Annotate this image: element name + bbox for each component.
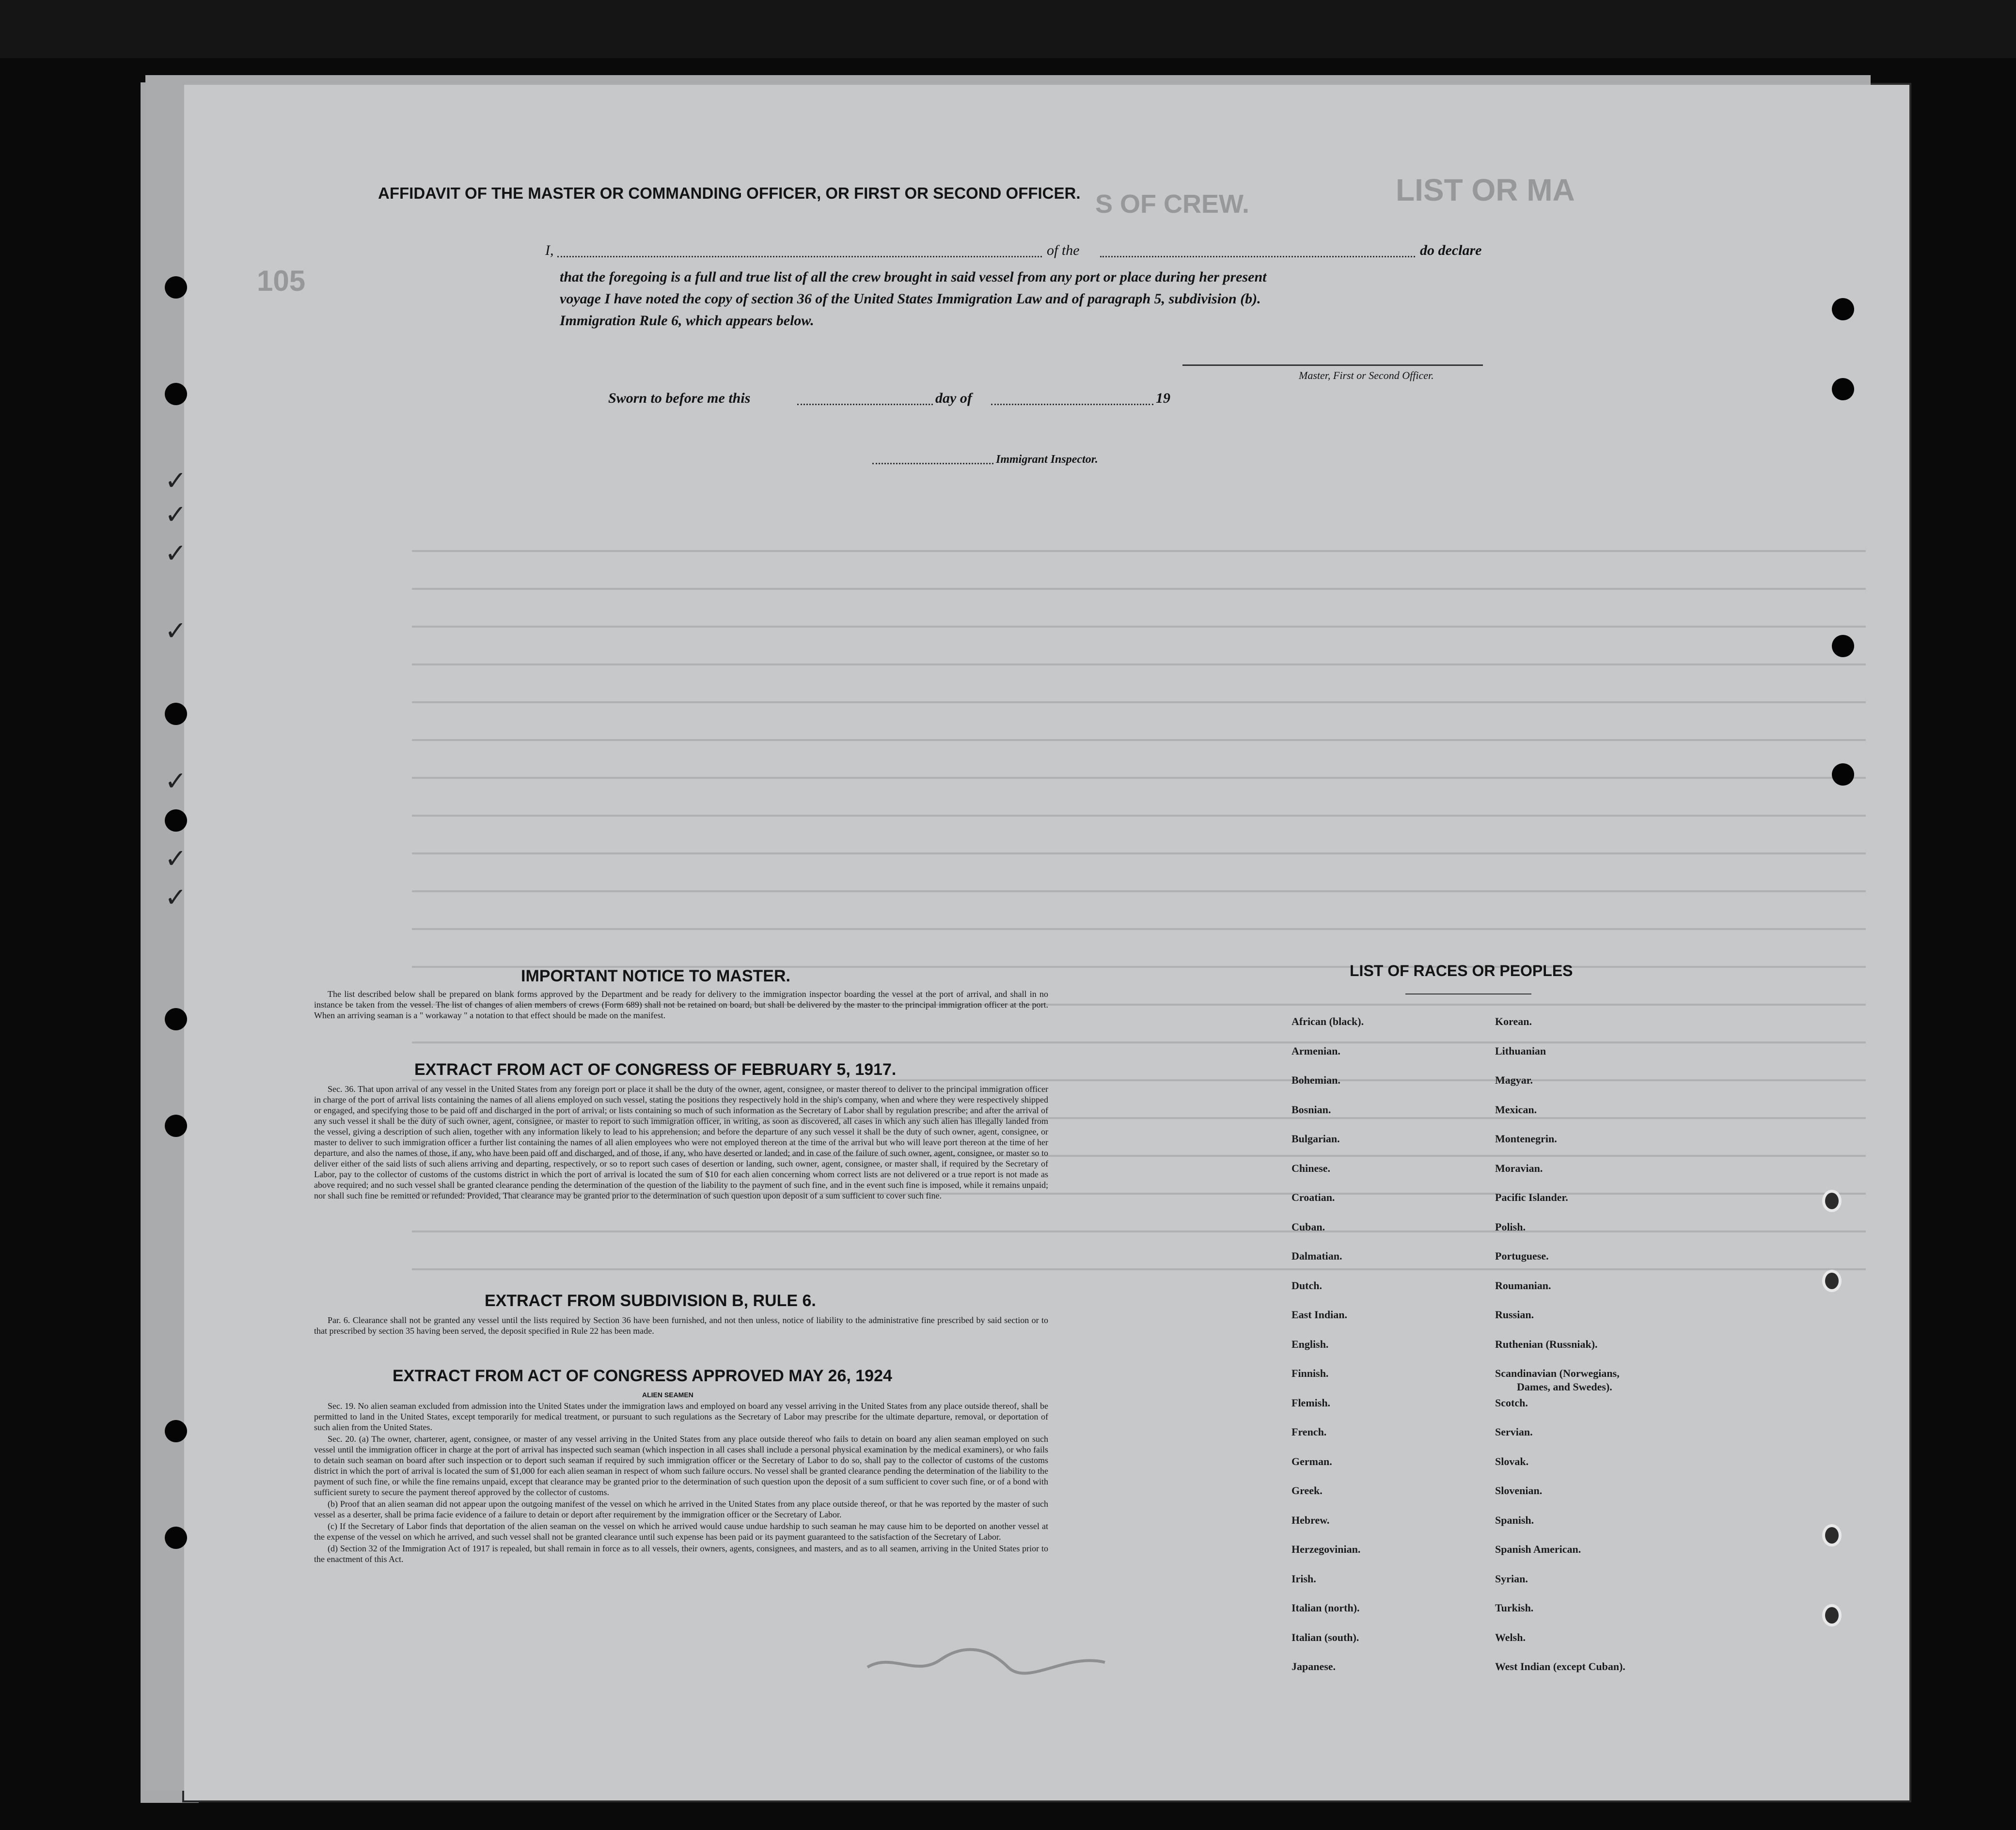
punch-hole [1832, 763, 1854, 786]
ring-hole [1822, 1270, 1842, 1292]
sworn-mid: day of [935, 390, 972, 406]
race-item: Irish. [1292, 1572, 1316, 1585]
ring-hole [1822, 1604, 1842, 1626]
race-item: Spanish American. [1495, 1543, 1581, 1555]
act-1924-title: EXTRACT FROM ACT OF CONGRESS APPROVED MAY 26, 1924 [393, 1367, 892, 1385]
race-item: Polish. [1495, 1220, 1526, 1233]
race-item: Hebrew. [1292, 1514, 1330, 1526]
punch-hole [1832, 298, 1854, 320]
race-item: Slovenian. [1495, 1484, 1543, 1497]
race-item: Welsh. [1495, 1631, 1526, 1643]
punch-hole [1832, 635, 1854, 657]
sworn-start: Sworn to before me this [608, 390, 751, 406]
inspector-signature-line [872, 463, 993, 464]
punch-hole [165, 1420, 187, 1442]
race-item: Bohemian. [1292, 1074, 1340, 1086]
race-item: African (black). [1292, 1015, 1364, 1027]
check-mark: ✓ [165, 766, 187, 796]
race-item: Portuguese. [1495, 1250, 1549, 1262]
race-item: Turkish. [1495, 1602, 1534, 1614]
act-1917-text: Sec. 36. That upon arrival of any vessel in the United States from any foreign port or place it shall be the duty of the owner, agent, consignee, or master thereof to deliver to the principal immigration officer in charge of the port of arrival lists containing the names of all aliens employed on such vessel, stating the positions they respectively hold in the ship's company, when and where they were respectively shipped or engaged, and specifying those to be paid off and discharged in the port of arrival; or lists containing so much of such information as the Secretary of Labor shall by regulation prescribe; and after the arrival of any such vessel it shall be the duty of such owner, agent, consignee, or master to report to such immigration officer, in writing, as soon as discovered, all cases in which any such alien has illegally landed from the vessel, giving a description of such alien, together with any information likely to lead to his apprehension; and before the departure of any such vessel it shall be the duty of such owner, agent, consignee, or master to deliver to such immigration officer a further list containing the names of all alien employees who were not employed thereon at the time of the arrival but who will leave port thereon at the time of her departure, and also the names of those, if any, who have been paid off and discharged, and of those, if any, who have deserted or landed; and in case of the failure of such owner, agent, consignee, or master so to deliver either of the said lists of such aliens arriving and departing, respectively, or so to report such cases of desertion or landing, such owner, agent, consignee, or master shall, if required by the Secretary of Labor, pay to the collector of customs of the customs district in which the port of arrival is located the sum of $10 for each alien concerning whom correct lists are not delivered or a true report is not made as above required; and no such vessel shall be granted clearance pending the determination of the question of the liability to the payment of such fine, and in the event such fine is imposed, while it remains unpaid; nor shall such fine be remitted or refunded: Provided, That clearance may be granted prior to the determination of such question upon deposit of a sum sufficient to cover such fine. [314, 1084, 1048, 1200]
subdivision-title: EXTRACT FROM SUBDIVISION B, RULE 6. [485, 1292, 816, 1310]
affidavit-line1-start: I, [545, 242, 554, 258]
ring-hole [1822, 1190, 1842, 1212]
notice-title: IMPORTANT NOTICE TO MASTER. [521, 967, 790, 985]
race-item: Russian. [1495, 1309, 1534, 1321]
check-mark: ✓ [165, 615, 187, 646]
sworn-year: 19 [1156, 390, 1170, 406]
race-item: Dames, and Swedes). [1517, 1381, 1612, 1393]
race-item: Chinese. [1292, 1162, 1331, 1174]
affidavit-body-3: Immigration Rule 6, which appears below. [560, 313, 814, 329]
race-item: Finnish. [1292, 1367, 1329, 1379]
race-item: Herzegovinian. [1292, 1543, 1361, 1555]
punch-hole [165, 1008, 187, 1030]
race-item: Scandinavian (Norwegians, [1495, 1367, 1620, 1379]
race-item: German. [1292, 1455, 1332, 1467]
race-item: Roumanian. [1495, 1279, 1551, 1292]
race-item: Cuban. [1292, 1220, 1325, 1233]
name-blank [557, 256, 1042, 257]
act-1924-subtitle: ALIEN SEAMEN [642, 1391, 693, 1399]
bleed-page-number: 105 [257, 265, 306, 297]
ring-hole [1822, 1524, 1842, 1546]
race-item: Slovak. [1495, 1455, 1529, 1467]
sworn-month-blank [991, 404, 1153, 405]
punch-hole [165, 703, 187, 725]
notice-text: The list described below shall be prepared on blank forms approved by the Department and be ready for delivery to the immigration inspector boarding the vessel at the port of arrival, and shall in no instance be taken from the vessel. The list of changes of alien members of crews (Form 689) shall not be retained on board, but shall be delivered by the master to the principal immigration officer at the port. When an arriving seaman is a " workaway " a notation to that effect should be made on the manifest. [314, 989, 1048, 1020]
race-item: Italian (south). [1292, 1631, 1359, 1643]
race-item: English. [1292, 1338, 1329, 1350]
check-mark: ✓ [165, 843, 187, 874]
vessel-blank [1100, 256, 1415, 257]
bleed-header-right: S OF CREW. [1095, 189, 1250, 219]
act-1917-title: EXTRACT FROM ACT OF CONGRESS OF FEBRUARY 5, 1917. [414, 1060, 897, 1079]
race-item: Greek. [1292, 1484, 1323, 1497]
race-item: Flemish. [1292, 1396, 1331, 1409]
punch-hole [165, 276, 187, 299]
race-item: Ruthenian (Russniak). [1495, 1338, 1598, 1350]
check-mark: ✓ [165, 882, 187, 913]
sworn-day-blank [797, 404, 933, 405]
check-mark: ✓ [165, 538, 187, 568]
affidavit-body-1: that the foregoing is a full and true list of all the crew brought in said vessel from any port or place during her present [560, 269, 1267, 285]
race-item: Korean. [1495, 1015, 1532, 1027]
punch-hole [165, 809, 187, 832]
check-mark: ✓ [165, 499, 187, 530]
affidavit-title: AFFIDAVIT OF THE MASTER OR COMMANDING OFFICER, OR FIRST OR SECOND OFFICER. [378, 184, 1081, 202]
race-item: Montenegrin. [1495, 1133, 1557, 1145]
race-item: Lithuanian [1495, 1044, 1546, 1057]
race-item: Scotch. [1495, 1396, 1528, 1409]
race-item: Syrian. [1495, 1572, 1528, 1585]
inspector-caption: Immigrant Inspector. [996, 453, 1098, 466]
faint-signature [863, 1633, 1115, 1691]
race-item: Moravian. [1495, 1162, 1543, 1174]
race-item: Servian. [1495, 1426, 1533, 1438]
race-item: Bosnian. [1292, 1103, 1331, 1116]
race-item: Dutch. [1292, 1279, 1322, 1292]
race-item: Dalmatian. [1292, 1250, 1342, 1262]
race-item: French. [1292, 1426, 1327, 1438]
race-item: Bulgarian. [1292, 1133, 1340, 1145]
affidavit-line1-end: do declare [1420, 242, 1482, 258]
subdivision-text: Par. 6. Clearance shall not be granted any vessel until the lists required by Section 36 have been furnished, and not then unless, notice of liability to the administrative fine prescribed by said section or to that prescribed by section 35 having been served, the deposit specified in Rule 22 has been made. [314, 1315, 1048, 1336]
race-item: Pacific Islander. [1495, 1191, 1568, 1203]
punch-hole [165, 1115, 187, 1137]
race-item: West Indian (except Cuban). [1495, 1660, 1625, 1672]
race-item: Japanese. [1292, 1660, 1336, 1672]
race-item: Mexican. [1495, 1103, 1537, 1116]
race-item: Spanish. [1495, 1514, 1534, 1526]
punch-hole [165, 1527, 187, 1549]
race-item: Italian (north). [1292, 1602, 1360, 1614]
affidavit-line1-mid: of the [1047, 242, 1080, 258]
race-item: Magyar. [1495, 1074, 1533, 1086]
race-item: Croatian. [1292, 1191, 1335, 1203]
punch-hole [1832, 378, 1854, 400]
scanner-top-band [0, 0, 2016, 58]
bleed-header: LIST OR MA [1396, 173, 1575, 207]
races-title: LIST OF RACES OR PEOPLES [1350, 962, 1573, 979]
master-signature-line [1182, 364, 1483, 366]
master-caption: Master, First or Second Officer. [1299, 369, 1434, 381]
race-item: Armenian. [1292, 1044, 1340, 1057]
race-item: East Indian. [1292, 1309, 1347, 1321]
act-1924-text: Sec. 19. No alien seaman excluded from admission into the United States under the immigration laws and employed on board any vessel arriving in the United States from any place outside thereof, shall be permitted to land in the United States, except temporarily for medical treatment, or pursuant to such regulations as the Secretary of Labor may prescribe for the ultimate departure, removal, or deportation of such alien from the United States. Sec. 20. (a) The owner, charterer, agent, consignee, or master of any vessel arriving in the United States from any place outside thereof who fails to detain on board any alien seaman employed on such vessel until the immigration officer in charge at the port of arrival has inspected such seaman (which inspection in all cases shall include a personal physical examination by the medical examiners), or who fails to detain such seaman on board after such inspection or to deport such seaman if required by such immigration officer or the Secretary of Labor to do so, shall pay to the collector of customs of the customs district in which the port of arrival is located the sum of $1,000 for each alien seaman in respect of whom such failure occurs. No vessel shall be granted clearance pending the determination of the liability to the payment of such fine, or while the fine remains unpaid, except that clearance may be granted prior to the determination of such question upon the deposit of a sum sufficient to cover such fine, or of a bond with sufficient surety to secure the payment thereof approved by the collector of customs. (b) Proof that an alien seaman did not appear upon the outgoing manifest of the vessel on which he arrived in the United States from any place outside thereof, or that he was reported by the master of such vessel as a deserter, shall be prima facie evidence of a failure to detain or deport after requirement by the immigration officer or the Secretary of Labor. (c) If the Secretary of Labor finds that deportation of the alien seaman on the vessel on which he arrived would cause undue hardship to such seaman he may cause him to be deported on another vessel at the expense of the vessel on which he arrived, and such vessel shall not be granted clearance until such expense has been paid or its payment guaranteed to the satisfaction of the Secretary of Labor. (d) Section 32 of the Immigration Act of 1917 is repealed, but shall remain in force as to all vessels, their owners, agents, consignees, and masters, and as to all seamen, arriving in the United States prior to the enactment of this Act. [314, 1401, 1049, 1564]
check-mark: ✓ [165, 465, 187, 496]
punch-hole [165, 383, 187, 405]
affidavit-body-2: voyage I have noted the copy of section 36 of the United States Immigration Law and of paragraph 5, subdivision (b). [560, 291, 1261, 307]
